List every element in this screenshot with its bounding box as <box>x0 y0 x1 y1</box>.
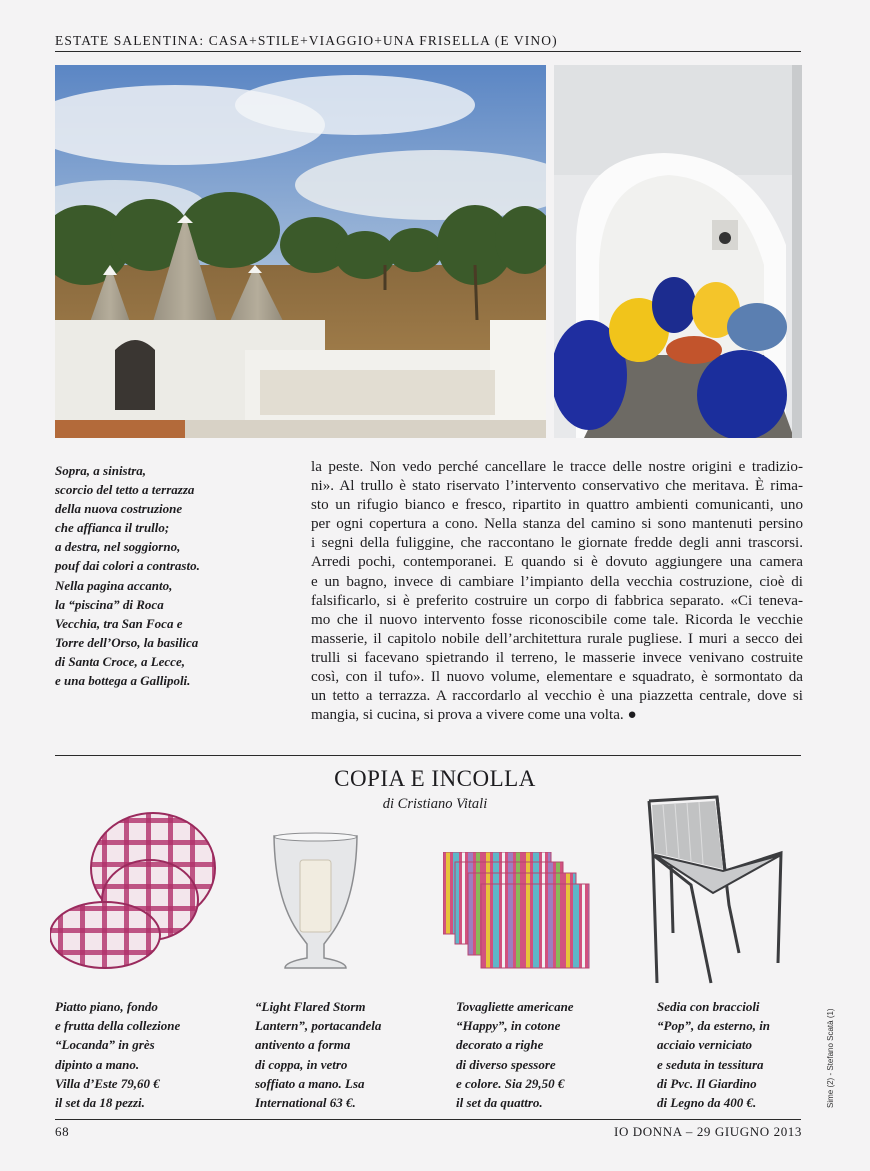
product-line: il set da quattro. <box>456 1095 543 1111</box>
section-rule <box>55 755 801 756</box>
product-line: di Pvc. Il Giardino <box>657 1075 757 1091</box>
product-line: e seduta in tessitura <box>657 1056 764 1072</box>
body-line: e un bagno, invece di cambiare l’impianto della vecchia costruzione, cioè di <box>311 573 803 590</box>
product-line: antivento a forma <box>255 1037 351 1053</box>
product-line: International 63 €. <box>255 1095 356 1111</box>
product-line: e frutta della collezione <box>55 1018 181 1034</box>
product-caption-chair <box>657 997 832 1112</box>
product-line: Sedia con braccioli <box>657 999 760 1014</box>
caption-line: Nella pagina accanto, <box>55 577 173 593</box>
section-title: COPIA E INCOLLA <box>334 766 536 791</box>
product-line: di coppa, in vetro <box>255 1056 348 1072</box>
product-caption-lantern <box>255 997 430 1112</box>
photo-credit: Sime (2) - Stefano Scatà (1) <box>826 1008 835 1108</box>
caption-line: pouf dai colori a contrasto. <box>55 558 200 574</box>
product-caption-plates <box>55 997 230 1112</box>
caption-line: Torre dell’Orso, la basilica <box>55 634 199 650</box>
chair-icon <box>643 793 788 988</box>
caption-line: a destra, nel soggiorno, <box>55 539 181 555</box>
body-line: per ogni copertura a cono. Nella stanza del camino si sono mantenuti persino <box>311 516 803 533</box>
section-author: di Cristiano Vitali <box>382 796 488 812</box>
product-line: e colore. Sia 29,50 € <box>456 1075 565 1091</box>
body-line: masserie, il capitolo nobile dell’architettura rurale pugliese. I muri a secco dei <box>311 630 803 647</box>
trulli-rooftop-photo <box>55 65 546 438</box>
body-line: un tetto a terrazza. A raccordarlo al vecchio è una piazzetta centrale, dove si <box>311 688 803 705</box>
caption-line: che affianca il trullo; <box>55 520 170 536</box>
plates-icon <box>50 810 220 975</box>
product-line: dipinto a mano. <box>55 1056 140 1072</box>
body-line: mangia, si cucina, si prova a vivere come una volta. ● <box>311 707 637 724</box>
product-line: “Pop”, da esterno, in <box>657 1018 771 1034</box>
photo-caption <box>55 461 245 690</box>
caption-line: scorcio del tetto a terrazza <box>55 482 195 498</box>
caption-line: Sopra, a sinistra, <box>55 463 147 478</box>
running-head: ESTATE SALENTINA: CASA+STILE+VIAGGIO+UNA FRISELLA (E VINO) <box>55 33 558 48</box>
body-line: sto un rifugio bianco e fresco, ripartito in quattro ambienti comunicanti, uno <box>311 497 803 514</box>
product-line: Piatto piano, fondo <box>55 999 158 1014</box>
page-number: 68 <box>55 1124 70 1139</box>
placemats-icon <box>443 852 591 970</box>
product-line: “Light Flared Storm <box>255 999 366 1014</box>
lantern-icon <box>268 832 363 974</box>
product-line: “Locanda” in grès <box>55 1037 155 1053</box>
product-line: soffiato a mano. Lsa <box>255 1075 365 1091</box>
product-line: Lantern”, portacandela <box>255 1018 382 1034</box>
caption-line: Vecchia, tra San Foca e <box>55 615 183 631</box>
body-line: la peste. Non vedo perché cancellare le tracce delle nostre origini e tradizio- <box>311 459 803 475</box>
article-body <box>311 458 803 725</box>
footer-rule <box>55 1119 801 1120</box>
product-line: di Legno da 400 €. <box>657 1095 757 1111</box>
product-line: acciaio verniciato <box>657 1037 752 1053</box>
caption-line: la “piscina” di Roca <box>55 596 164 612</box>
magazine-date: IO DONNA – 29 GIUGNO 2013 <box>614 1124 802 1139</box>
product-line: Tovagliette americane <box>456 999 574 1014</box>
product-line: di diverso spessore <box>456 1056 556 1072</box>
body-line: falsificarlo, si è preferito costruire un corpo di fabbrica separato. «Ci teneva- <box>311 592 803 609</box>
body-line: mo che il nuovo intervento fosse riconoscibile come tale. Ricorda le vecchie <box>311 611 803 628</box>
product-line: “Happy”, in cotone <box>456 1018 561 1034</box>
caption-line: di Santa Croce, a Lecce, <box>55 653 185 669</box>
body-line: così, con il tufo». Il nuovo volume, elementare e squadrato, è sormontato da <box>311 669 803 686</box>
body-line: Arredi pochi, contemporanei. E quando si è dovuto aggiungere una camera <box>311 554 803 571</box>
body-line: trulli si facevano spietrando il terreno, le masserie invece venivano costruite <box>311 649 803 666</box>
product-line: Villa d’Este 79,60 € <box>55 1075 160 1091</box>
product-line: decorato a righe <box>456 1037 544 1053</box>
caption-line: e una bottega a Gallipoli. <box>55 673 191 689</box>
body-line: i segni della fuliggine, che raccontano le giornate fredde degli anni trascorsi. <box>311 535 803 552</box>
body-line: ni». Al trullo è stato riservato l’intervento conservativo che meritava. È rima- <box>311 478 803 495</box>
product-caption-placemats <box>456 997 631 1112</box>
caption-line: della nuova costruzione <box>55 501 183 517</box>
living-room-photo <box>554 65 802 438</box>
product-line: il set da 18 pezzi. <box>55 1095 145 1111</box>
header-rule <box>55 51 801 52</box>
